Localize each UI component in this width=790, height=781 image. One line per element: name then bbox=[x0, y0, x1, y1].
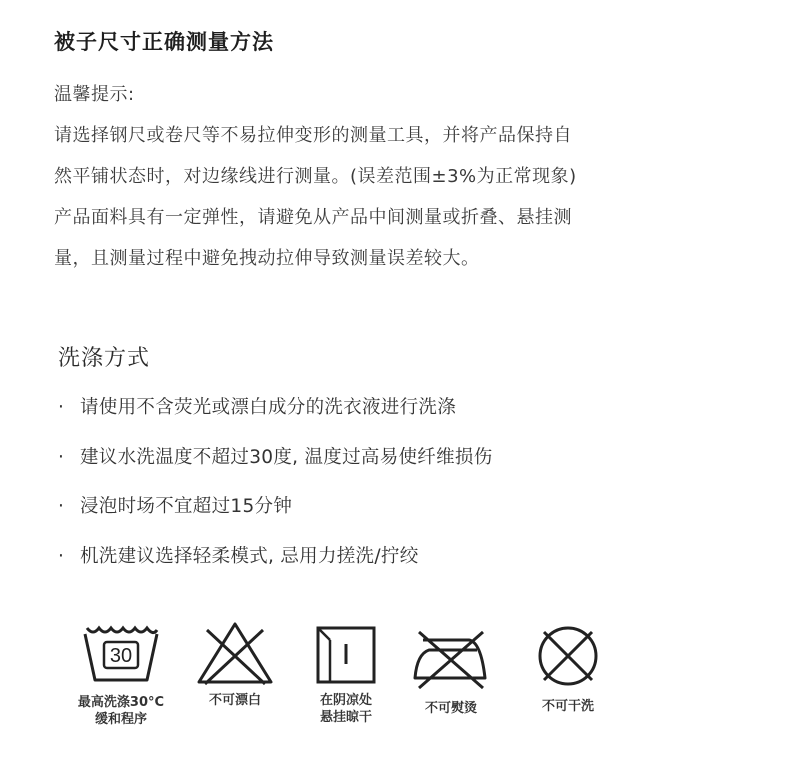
care-label: 不可熨烫 bbox=[424, 701, 477, 716]
page-title: 被子尺寸正确测量方法 bbox=[54, 30, 274, 54]
line-dry-shade-icon bbox=[306, 620, 386, 688]
washing-item-text: 机洗建议选择轻柔模式, 忌用力搓洗/拧绞 bbox=[80, 546, 419, 567]
care-label: 最高洗涤30°C bbox=[77, 695, 165, 710]
care-item-line-dry-shade bbox=[286, 620, 406, 726]
care-item-no-iron bbox=[391, 620, 511, 717]
care-label: 悬挂晾干 bbox=[319, 710, 372, 725]
wash-30-icon bbox=[81, 620, 161, 688]
tips-line: 量，且测量过程中避免拽动拉伸导致测量误差较大。 bbox=[54, 248, 480, 269]
no-iron-icon bbox=[409, 620, 493, 690]
bullet-mark: · bbox=[58, 397, 65, 418]
washing-heading: 洗涤方式 bbox=[58, 346, 151, 371]
no-bleach-icon bbox=[195, 620, 275, 688]
washing-item-text: 浸泡时场不宜超过15分钟 bbox=[80, 496, 293, 517]
care-label: 不可漂白 bbox=[208, 693, 261, 708]
care-item-no-dry-clean bbox=[508, 620, 628, 715]
care-label: 在阴凉处 bbox=[319, 693, 372, 708]
care-item-wash-30 bbox=[61, 620, 181, 728]
washing-item bbox=[58, 393, 456, 419]
bullet-mark: · bbox=[58, 447, 65, 468]
care-label: 不可干洗 bbox=[541, 699, 594, 714]
washing-item bbox=[58, 542, 419, 568]
tips-heading: 温馨提示: bbox=[54, 84, 135, 105]
tips-line: 然平铺状态时，对边缘线进行测量。(误差范围±3%为正常现象) bbox=[54, 166, 577, 187]
washing-item bbox=[58, 443, 493, 469]
bullet-mark: · bbox=[58, 496, 65, 517]
care-item-no-bleach bbox=[175, 620, 295, 709]
tips-line: 请选择钢尺或卷尺等不易拉伸变形的测量工具，并将产品保持自 bbox=[54, 125, 572, 146]
bullet-mark: · bbox=[58, 546, 65, 567]
wash-temperature: 30 bbox=[109, 645, 133, 667]
no-dry-clean-icon bbox=[528, 620, 608, 688]
washing-item bbox=[58, 492, 292, 518]
washing-item-text: 请使用不含荧光或漂白成分的洗衣液进行洗涤 bbox=[80, 397, 457, 418]
tips-line: 产品面料具有一定弹性，请避免从产品中间测量或折叠、悬挂测 bbox=[54, 207, 572, 228]
care-label: 缓和程序 bbox=[94, 712, 147, 727]
washing-item-text: 建议水洗温度不超过30度, 温度过高易使纤维损伤 bbox=[80, 447, 493, 468]
